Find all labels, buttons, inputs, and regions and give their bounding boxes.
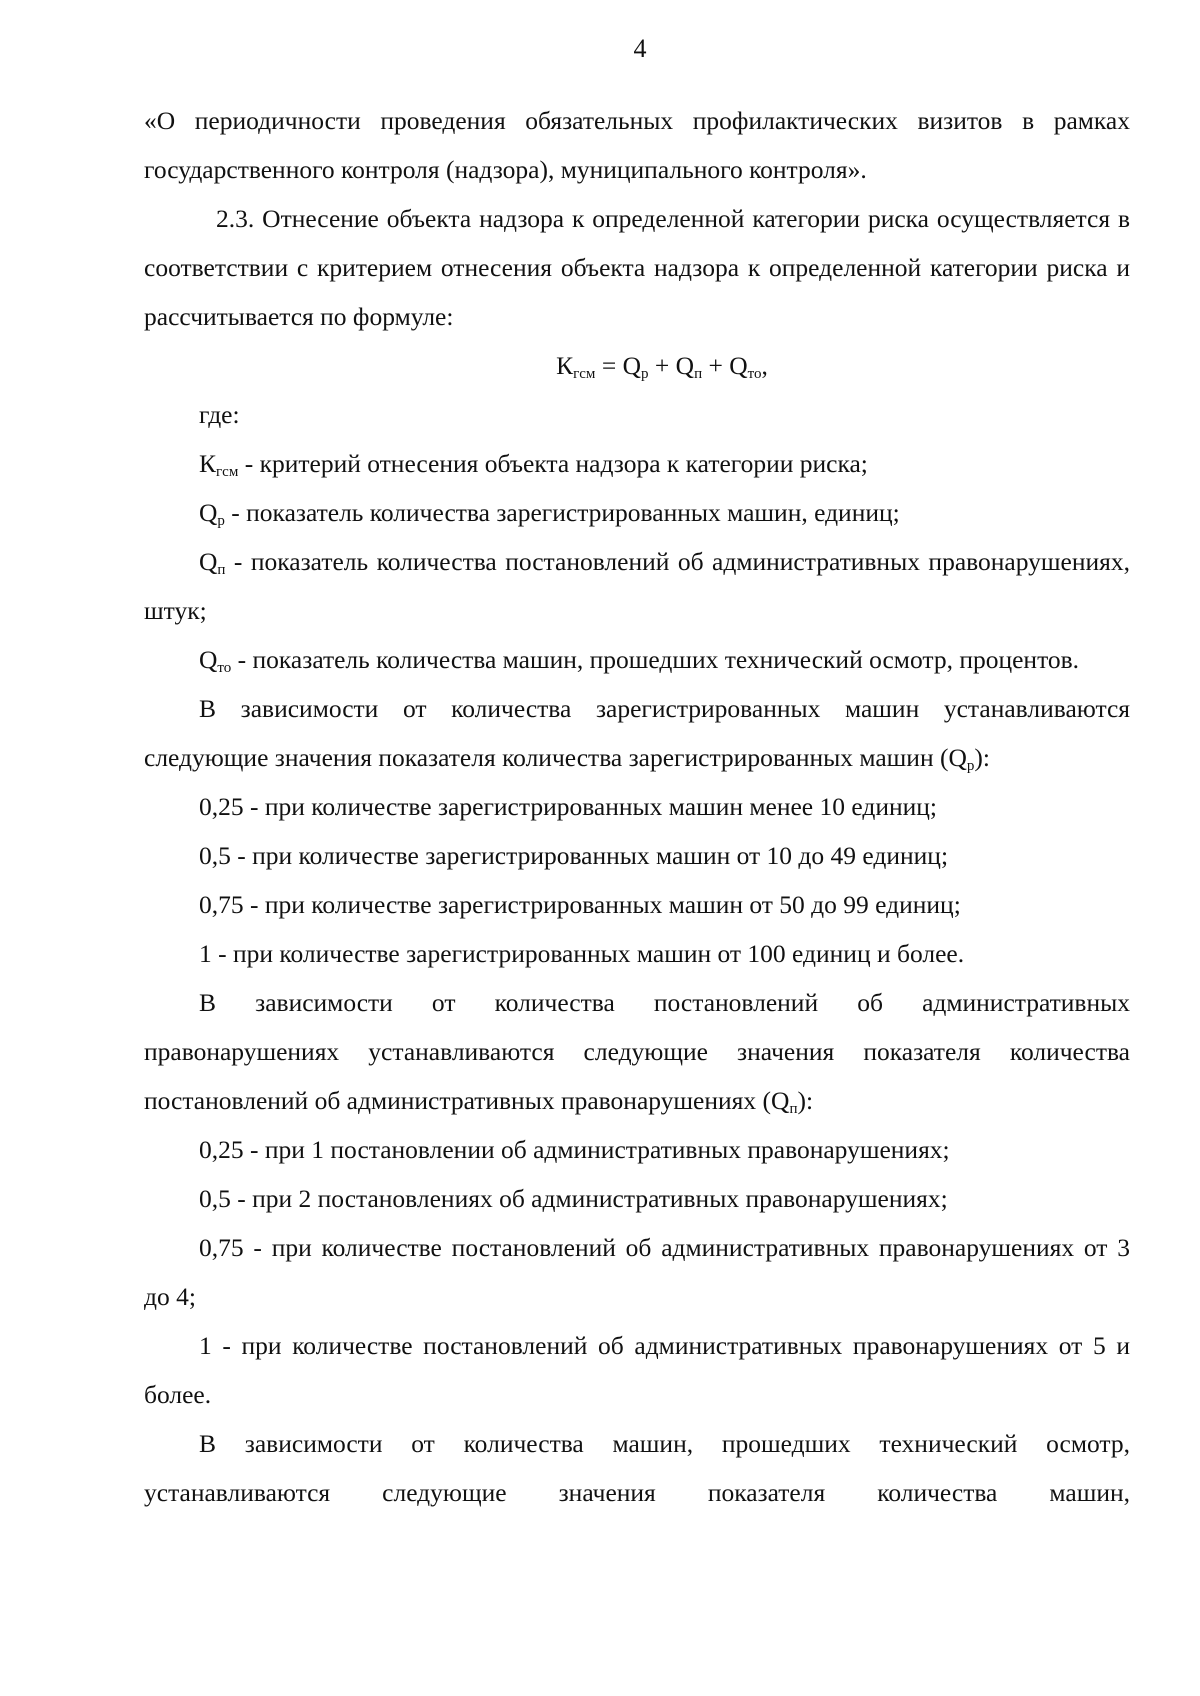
- machines-item: 0,5 - при количестве зарегистрированных машин от 10 до 49 единиц;: [199, 841, 949, 870]
- machines-item: 0,75 - при количестве зарегистрированных машин от 50 до 99 единиц;: [199, 890, 961, 919]
- def-symbol: Q: [199, 547, 218, 576]
- formula-q1: Q: [622, 351, 641, 380]
- intro-paragraph: «О периодичности проведения обязательных профилактических визитов в рамках государственного контроля (надзора), муниципального контроля».: [144, 106, 1130, 184]
- violations-intro: [144, 978, 1130, 1125]
- def-text: - критерий отнесения объекта надзора к категории риска;: [238, 449, 868, 478]
- document-body: [144, 96, 1130, 1517]
- where-label: где:: [199, 400, 240, 429]
- violations-intro-sub: п: [789, 1101, 798, 1117]
- page-number: 4: [633, 34, 647, 63]
- definition-k-gsm: [144, 439, 1130, 488]
- definition-q-to: [144, 635, 1130, 684]
- formula-end: ,: [761, 351, 768, 380]
- machines-intro-sub: р: [966, 758, 975, 774]
- definition-q-r: [144, 488, 1130, 537]
- formula-plus-1: +: [648, 351, 676, 380]
- machines-item: 1 - при количестве зарегистрированных машин от 100 единиц и более.: [199, 939, 965, 968]
- def-symbol-sub: гсм: [216, 464, 239, 480]
- machines-intro-close: ):: [974, 743, 990, 772]
- formula-q3-sub: то: [747, 366, 762, 382]
- machines-item: 0,25 - при количестве зарегистрированных машин менее 10 единиц;: [199, 792, 937, 821]
- section-2-3-paragraph: 2.3. Отнесение объекта надзора к определенной категории риска осуществляется в соответствии с критерием отнесения объекта надзора к определенной категории риска и рассчитывается по формуле:: [144, 204, 1130, 331]
- def-symbol: Q: [199, 645, 218, 674]
- formula-q3: Q: [729, 351, 748, 380]
- formula-q1-sub: р: [641, 366, 649, 382]
- violations-intro-text: В зависимости от количества постановлений об административных правонарушениях устанавливаются следующие значения показателя количества постановлений об административных правонарушениях (Q: [144, 988, 1130, 1115]
- violations-intro-close: ):: [797, 1086, 814, 1115]
- def-symbol: Q: [199, 498, 218, 527]
- risk-formula: [144, 341, 1130, 390]
- def-text: - показатель количества постановлений об административных правонарушениях, штук;: [144, 547, 1130, 625]
- formula-k-sub: гсм: [573, 366, 596, 382]
- formula-plus-2: +: [702, 351, 730, 380]
- definition-q-p: [144, 537, 1130, 635]
- def-symbol-sub: п: [217, 562, 226, 578]
- inspection-paragraph: В зависимости от количества машин, прошедших технический осмотр, устанавливаются следующие значения показателя количества машин,: [144, 1429, 1130, 1507]
- formula-k: К: [556, 351, 574, 380]
- machines-intro: [144, 684, 1130, 782]
- machines-intro-text: В зависимости от количества зарегистрированных машин устанавливаются следующие значения показателя количества зарегистрированных машин (Q: [144, 694, 1130, 772]
- formula-q2-sub: п: [694, 366, 703, 382]
- violations-item: 1 - при количестве постановлений об административных правонарушениях от 5 и более.: [144, 1331, 1130, 1409]
- violations-item: 0,5 - при 2 постановлениях об административных правонарушениях;: [199, 1184, 948, 1213]
- violations-item: 0,75 - при количестве постановлений об административных правонарушениях от 3 до 4;: [144, 1233, 1130, 1311]
- formula-equals: =: [595, 351, 623, 380]
- def-symbol: К: [199, 449, 217, 478]
- def-symbol-sub: р: [217, 513, 225, 529]
- def-text: - показатель количества машин, прошедших технический осмотр, процентов.: [231, 645, 1080, 674]
- violations-item: 0,25 - при 1 постановлении об административных правонарушениях;: [199, 1135, 950, 1164]
- def-text: - показатель количества зарегистрированных машин, единиц;: [224, 498, 900, 527]
- def-symbol-sub: то: [217, 660, 232, 676]
- formula-q2: Q: [675, 351, 695, 380]
